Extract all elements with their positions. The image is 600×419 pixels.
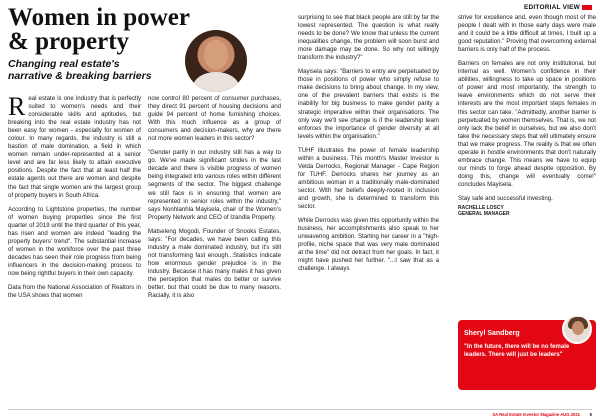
signature-name: RACHELLE LOSCY <box>458 205 504 212</box>
headline-line-1: Women in power <box>8 4 190 31</box>
paragraph: While Derrocks was given this opportunity within the business, her accomplishments also speak to her unwavering ambition. Starting her career in a "high-profile, niche space that was very male dominated at the time" did not detract from her goals. In fact, it might have pushed her further. "...I saw that as a challenge. I always <box>298 217 439 273</box>
page-footer <box>0 409 600 419</box>
paragraph: Data from the National Association of Realtors in the USA shows that women <box>8 284 141 300</box>
paragraph: now control 80 percent of consumer purchases, they direct 91 percent of housing decisions and guide 94 percent of home furnishing choices. With this much influence as a group of consumers and decision-makers, why are there not more women leaders in this sector? <box>148 95 281 143</box>
signature <box>458 205 596 217</box>
paragraph: Barriers on females are not only institutional, but internal as well. Women's confidence in their abilities, willingness to take up space in positions of power and most importantly, the strength to leave environments which do not serve their interests are the most important steps females in this sector can take. "Admittedly, another barrier is perpetuated by women themselves. That is, we not only lack the belief in ourselves, but we also don't take the necessary steps that will ultimately ensure that we make progress. The reality is that we often operate in hostile environments that don't naturally embrace change. This means we have to equip our minds to forge ahead despite opposition. By doing this, change will eventually come!" concludes Mayisela. <box>458 60 596 188</box>
page-number: 5 <box>589 412 592 417</box>
article-column-3 <box>298 14 439 279</box>
paragraph: Matseleng Mogodi, Founder of Snooks Estates, says: "For decades, we have been calling this industry a male dominated industry, but it's still not transforming fast enough...Statistics indicate how enormous gender prejudice is in the industry. Because it has many males it has given the perception that males do better or survive better, but that could be due to many reasons. Racially, it is also <box>148 227 281 300</box>
publication-name: SA Real Estate Investor Magazine AUG 2021 <box>492 412 580 417</box>
quote-author: Sheryl Sandberg <box>464 330 520 337</box>
article-column-4 <box>458 14 596 217</box>
section-label-bar <box>582 5 592 10</box>
paragraph: strive for excellence and, even though most of the people I dealt with in those early days were male and it could be a little difficult at times, I built up a good reputation." Proving that overcoming external barriers is only half of the process. <box>458 14 596 54</box>
paragraph: "Gender parity in our industry still has a way to go. We've made significant strides in the last decade and there is visible progress of women being integrated into various roles within different segments of the sector. The biggest challenge we still face is in ensuring that women are represented in senior roles within the industry," says Nonhlanhla Mayisela, chair of the Women's Property Network and CEO of Izandla Property. <box>148 149 281 221</box>
article-column-1 <box>8 92 141 306</box>
paragraph: TUHF illustrates the power of female leadership within a business. This month's Master Investor is Velda Derrocks, Regional Manager - Cape Region for TUHF. Derrocks shares her journey as an ambitious woman in a traditionally male-dominated sector. With her beliefs deeply-rooted in inclusion and growth, she is determined to transform this sector. <box>298 146 439 211</box>
paragraph: surprising to see that black people are still by far the lowest represented. The question is what really needs to be done? We know that unless the current inequalities change, the problem will soon burst and more damage may be done. So why not willingly transform the industry?" <box>298 14 439 62</box>
subheadline-line-1: Changing real estate's <box>8 58 120 70</box>
paragraph: According to Lightstone properties, the number of women buying properties since the first quarter of 2019 until the third quarter of this year, has risen and women are indeed "leading the property buyers' trend". The substantial increase of women in the workforce over the past three decades has seen their role progress from being influencers in the decision-making process to now being rightful buyers in their own capacity. <box>8 205 141 277</box>
quote-avatar <box>562 314 592 344</box>
paragraph: Mayisela says: "Barriers to entry are perpetuated by those in positions of power who simply refuse to make decisions to bring about change. In my view, one of the prevalent barriers that exists is the inability for big business to make gender parity a strategic imperative within their organisations. The only way we'll see change is if the leadership team enforces the importance of gender diversity at all levels within the organisation." <box>298 68 439 140</box>
paragraph: Real estate is one industry that is perfectly suited to women's needs and their considerable skills and aptitudes, but breaking into the real estate industry has not been easy for women - especially for women of colour. In many regards, the industry is still a bastion of male domination, a field in which women remain under-represented at a senior level and are far less likely to attain executive positions. Despite the fact that at least half the estate agents out there are women and despite the fact that single women are the largest group of property buyers in South Africa. <box>8 92 141 199</box>
pull-quote <box>458 320 596 390</box>
paragraph: Stay safe and successful investing. <box>458 194 553 202</box>
article-column-2 <box>148 95 281 306</box>
subheadline-line-2: narrative & breaking barriers <box>8 70 152 82</box>
drop-cap: R <box>8 92 26 121</box>
section-label: EDITORIAL VIEW <box>524 4 592 11</box>
signature-title: GENERAL MANAGER <box>458 211 510 218</box>
quote-text: "In the future, there will be no female leaders. There will just be leaders" <box>464 344 570 358</box>
headline-line-2: & property <box>8 28 130 55</box>
footer-divider <box>8 409 592 410</box>
author-portrait <box>185 30 247 92</box>
subheadline <box>8 58 178 82</box>
